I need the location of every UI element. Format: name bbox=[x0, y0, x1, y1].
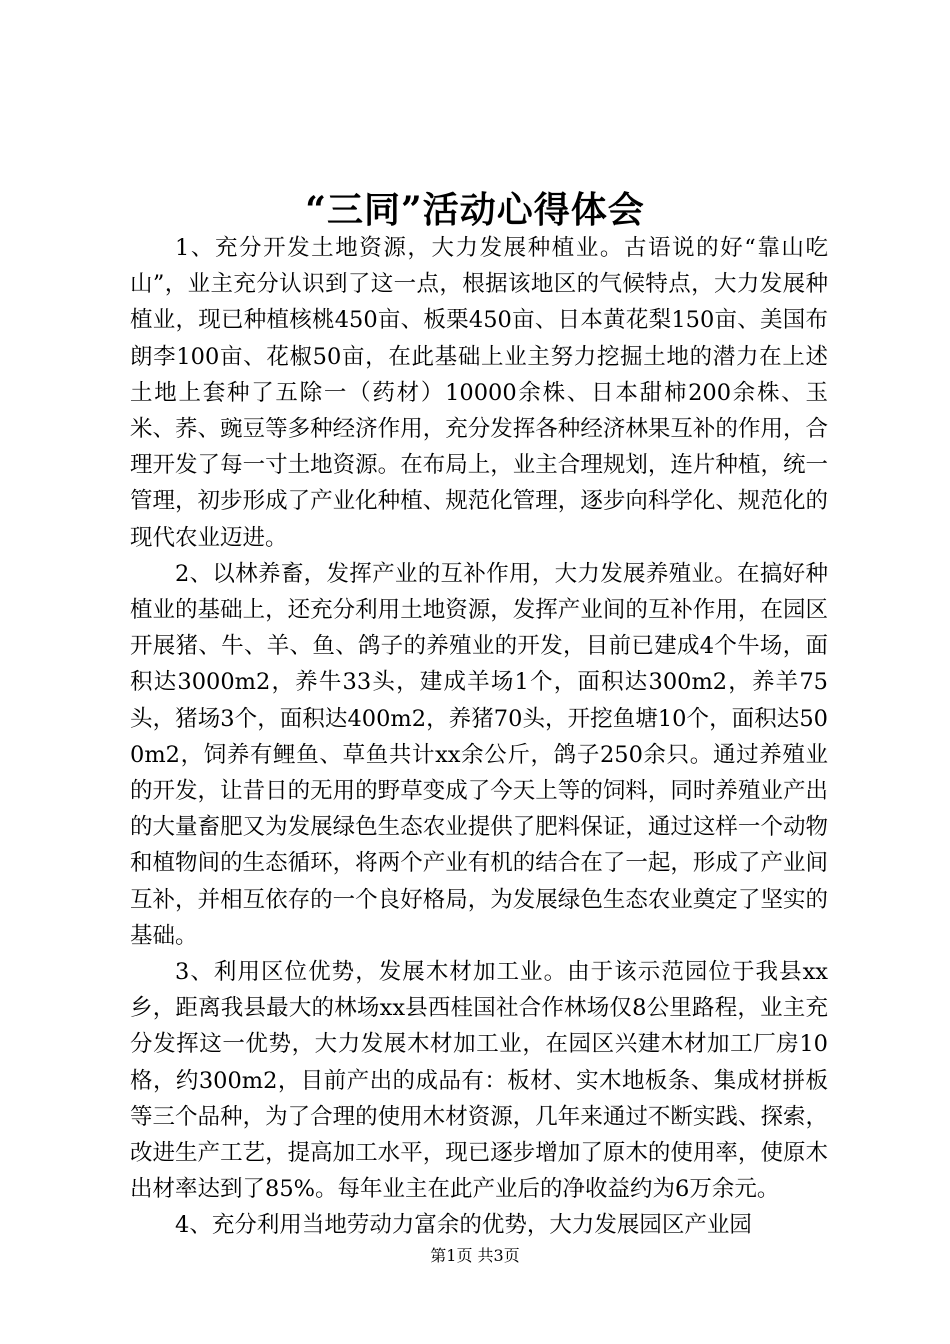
paragraph-3: 3、利用区位优势，发展木材加工业。由于该示范园位于我县xx乡，距离我县最大的林场xx县西桂国社合作林场仅8公里路程，业主充分发挥这一优势，大力发展木材加工业，在园区兴建木材加工厂房10格，约300m2，目前产出的成品有：板材、实木地板条、集成材拼板等三个品种，为了合理的使用木材资源，几年来通过不断实践、探索，改进生产工艺，提高加工水平，现已逐步增加了原木的使用率，使原木出材率达到了85%。每年业主在此产业后的净收益约为6万余元。 bbox=[130, 959, 828, 1203]
paragraph-1: 1、充分开发土地资源，大力发展种植业。古语说的好“靠山吃山”，业主充分认识到了这一点，根据该地区的气候特点，大力发展种植业，现已种植核桃450亩、板栗450亩、日本黄花梨150亩、美国布朗李100亩、花椒50亩，在此基础上业主努力挖掘土地的潜力在上述土地上套种了五除一（药材）10000余株、日本甜柿200余株、玉米、荞、豌豆等多种经济作用，充分发挥各种经济林果互补的作用，合理开发了每一寸土地资源。在布局上，业主合理规划，连片种植，统一管理，初步形成了产业化种植、规范化管理，逐步向科学化、规范化的现代农业迈进。 bbox=[130, 235, 828, 551]
page-title: “三同”活动心得体会 bbox=[305, 189, 645, 231]
paragraph-2: 2、以林养畜，发挥产业的互补作用，大力发展养殖业。在搞好种植业的基础上，还充分利用土地资源，发挥产业间的互补作用，在园区开展猪、牛、羊、鱼、鸽子的养殖业的开发，目前已建成4个牛场，面积达3000m2，养牛33头，建成羊场1个，面积达300m2，养羊75头，猪场3个，面积达400m2，养猪70头，开挖鱼塘10个，面积达500m2，饲养有鲤鱼、草鱼共计xx余公斤，鸽子250余只。通过养殖业的开发，让昔日的无用的野草变成了今天上等的饲料，同时养殖业产出的大量畜肥又为发展绿色生态农业提供了肥料保证，通过这样一个动物和植物间的生态循环，将两个产业有机的结合在了一起，形成了产业间互补，并相互依存的一个良好格局，为发展绿色生态农业奠定了坚实的基础。 bbox=[130, 560, 828, 949]
paragraph-4: 4、充分利用当地劳动力富余的优势，大力发展园区产业园 bbox=[175, 1212, 752, 1239]
document-body bbox=[130, 230, 828, 1244]
page-footer: 第1页 共3页 bbox=[430, 1246, 520, 1265]
